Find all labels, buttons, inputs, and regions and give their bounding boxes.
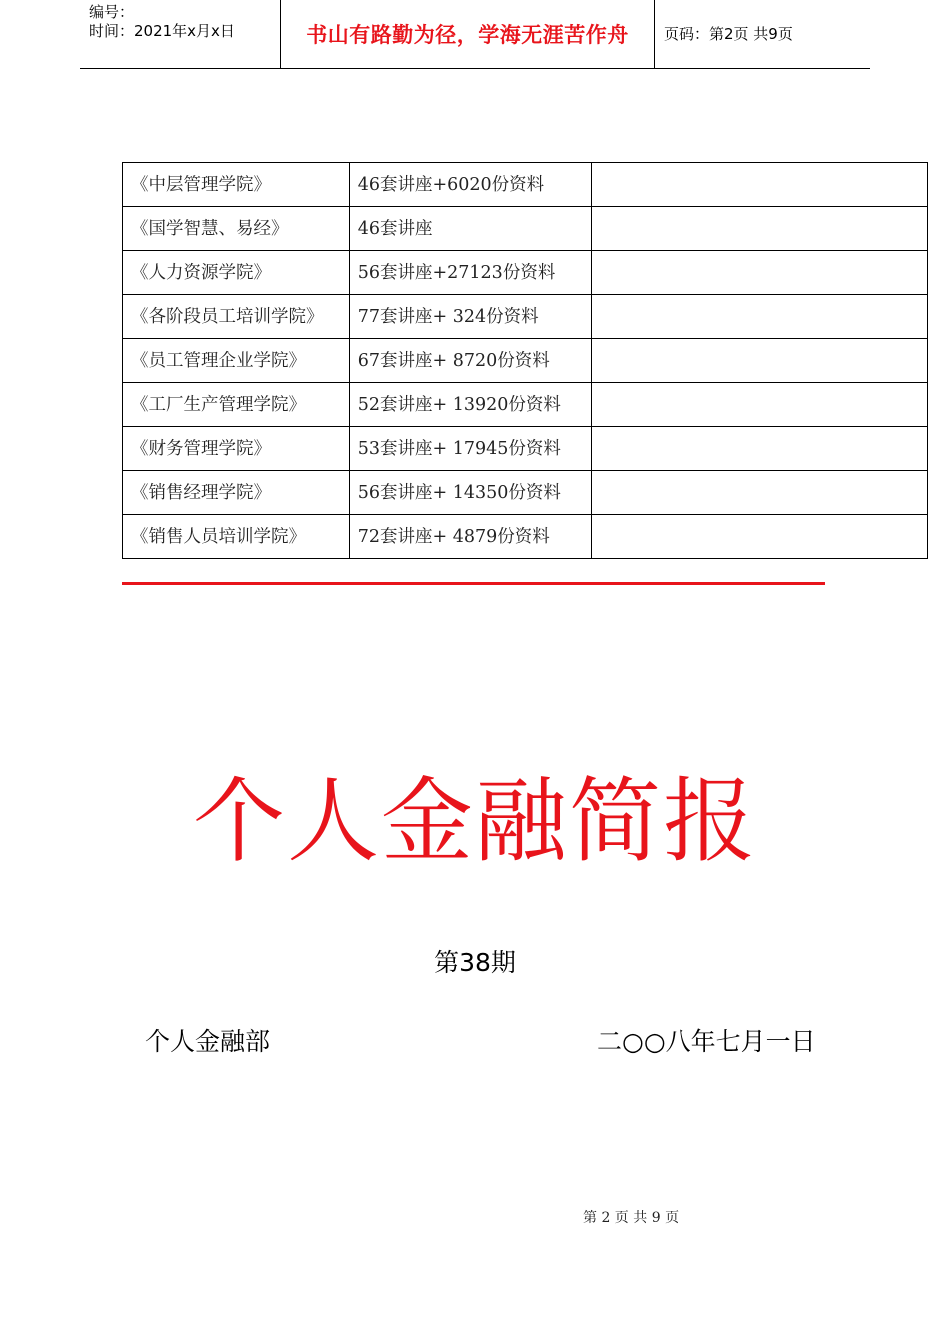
catalog-name: 《人力资源学院》	[123, 251, 350, 295]
catalog-note	[592, 251, 928, 295]
table-row	[123, 251, 928, 295]
catalog-name: 《工厂生产管理学院》	[123, 383, 350, 427]
number-label: 编号：	[89, 3, 135, 21]
catalog-content: 46套讲座+6020份资料	[349, 163, 592, 207]
header-meta	[80, 0, 281, 68]
catalog-body	[123, 163, 928, 559]
catalog-content: 67套讲座+ 8720份资料	[349, 339, 592, 383]
catalog-name: 《各阶段员工培训学院》	[123, 295, 350, 339]
table-row	[123, 471, 928, 515]
catalog-note	[592, 339, 928, 383]
catalog-content: 46套讲座	[349, 207, 592, 251]
table-row	[123, 427, 928, 471]
catalog-table	[122, 162, 928, 559]
catalog-name: 《中层管理学院》	[123, 163, 350, 207]
catalog-content: 53套讲座+ 17945份资料	[349, 427, 592, 471]
catalog-name: 《销售经理学院》	[123, 471, 350, 515]
catalog-note	[592, 515, 928, 559]
catalog-name: 《销售人员培训学院》	[123, 515, 350, 559]
catalog-name: 《财务管理学院》	[123, 427, 350, 471]
catalog-content: 77套讲座+ 324份资料	[349, 295, 592, 339]
table-row	[123, 339, 928, 383]
page-header	[80, 0, 870, 69]
catalog-note	[592, 427, 928, 471]
table-row	[123, 515, 928, 559]
publish-date: 二○○八年七月一日	[597, 1027, 816, 1056]
department-name: 个人金融部	[145, 1027, 271, 1056]
catalog-note	[592, 471, 928, 515]
catalog-note	[592, 207, 928, 251]
table-row	[123, 207, 928, 251]
catalog-note	[592, 163, 928, 207]
catalog-content: 72套讲座+ 4879份资料	[349, 515, 592, 559]
catalog-note	[592, 383, 928, 427]
catalog-note	[592, 295, 928, 339]
newsletter-title: 个人金融简报	[192, 768, 757, 875]
page-footer: 第 2 页 共 9 页	[583, 1210, 680, 1226]
catalog-name: 《员工管理企业学院》	[123, 339, 350, 383]
time-label: 时间：2021年x月x日	[89, 22, 235, 40]
page-number-label: 页码：第2页 共9页	[664, 25, 793, 43]
catalog-content: 52套讲座+ 13920份资料	[349, 383, 592, 427]
red-divider-line	[122, 582, 825, 585]
issue-number: 第38期	[434, 948, 516, 977]
header-motto-cell	[281, 0, 655, 68]
catalog-content: 56套讲座+ 14350份资料	[349, 471, 592, 515]
catalog-content: 56套讲座+27123份资料	[349, 251, 592, 295]
table-row	[123, 295, 928, 339]
catalog-name: 《国学智慧、易经》	[123, 207, 350, 251]
header-motto: 书山有路勤为径，学海无涯苦作舟	[306, 23, 629, 47]
table-row	[123, 163, 928, 207]
table-row	[123, 383, 928, 427]
